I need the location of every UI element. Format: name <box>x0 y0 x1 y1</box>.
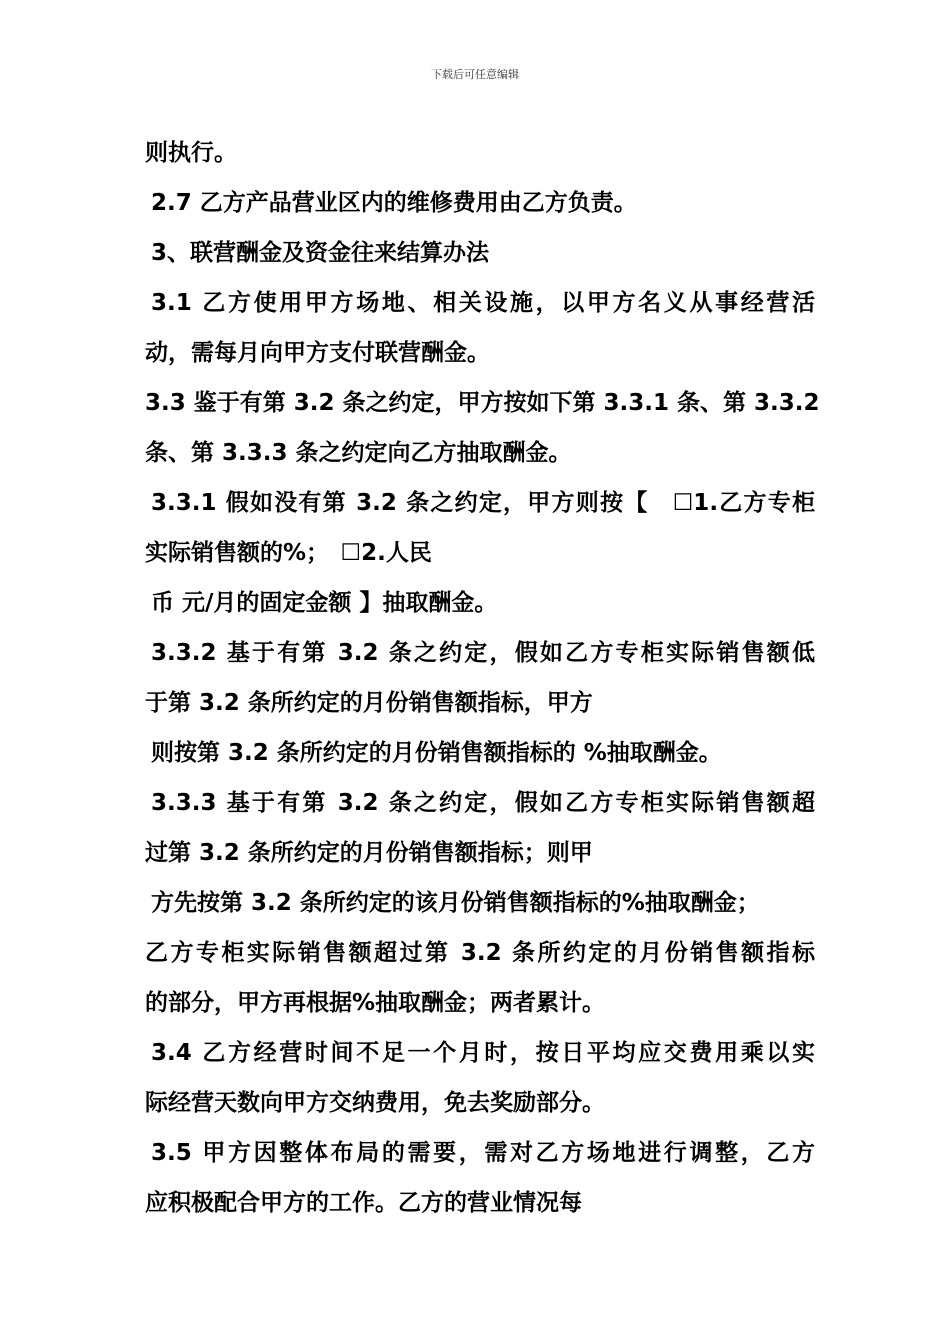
text-line: 3.3.3 基于有第 3.2 条之约定，假如乙方专柜实际销售额超 <box>151 790 815 816</box>
text-line: 的部分，甲方再根据%抽取酬金；两者累计。 <box>145 990 606 1016</box>
text-line: 2.7 乙方产品营业区内的维修费用由乙方负责。 <box>151 190 637 216</box>
text-line: 乙方专柜实际销售额超过第 3.2 条所约定的月份销售额指标 <box>145 940 815 966</box>
text-line: 方先按第 3.2 条所约定的该月份销售额指标的%抽取酬金； <box>151 890 760 916</box>
text-line: 条、第 3.3.3 条之约定向乙方抽取酬金。 <box>145 440 572 466</box>
text-line: 则执行。 <box>145 140 237 166</box>
text-line: 3.3.2 基于有第 3.2 条之约定，假如乙方专柜实际销售额低 <box>151 640 815 666</box>
text-line: 币 元/月的固定金额 】抽取酬金。 <box>151 590 498 616</box>
page-header: 下载后可任意编辑 <box>431 68 519 81</box>
text-line: 3.3 鉴于有第 3.2 条之约定，甲方按如下第 3.3.1 条、第 3.3.2 <box>145 390 820 416</box>
text-line: 于第 3.2 条所约定的月份销售额指标，甲方 <box>145 690 593 716</box>
text-line: 3.3.1 假如没有第 3.2 条之约定，甲方则按【 ☐1.乙方专柜 <box>151 490 815 516</box>
text-line: 3.5 甲方因整体布局的需要，需对乙方场地进行调整，乙方 <box>151 1140 815 1166</box>
text-line: 实际销售额的%； ☐2.人民 <box>145 540 432 566</box>
section-heading: 3、联营酬金及资金往来结算办法 <box>151 240 490 266</box>
document-body <box>145 128 820 1228</box>
text-line: 则按第 3.2 条所约定的月份销售额指标的 %抽取酬金。 <box>151 740 722 766</box>
text-line: 过第 3.2 条所约定的月份销售额指标；则甲 <box>145 840 593 866</box>
text-line: 3.4 乙方经营时间不足一个月时，按日平均应交费用乘以实 <box>151 1040 815 1066</box>
text-line: 际经营天数向甲方交纳费用，免去奖励部分。 <box>145 1090 605 1116</box>
text-line: 3.1 乙方使用甲方场地、相关设施，以甲方名义从事经营活 <box>151 290 815 316</box>
text-line: 动，需每月向甲方支付联营酬金。 <box>145 340 490 366</box>
text-line: 应积极配合甲方的工作。乙方的营业情况每 <box>145 1190 582 1216</box>
